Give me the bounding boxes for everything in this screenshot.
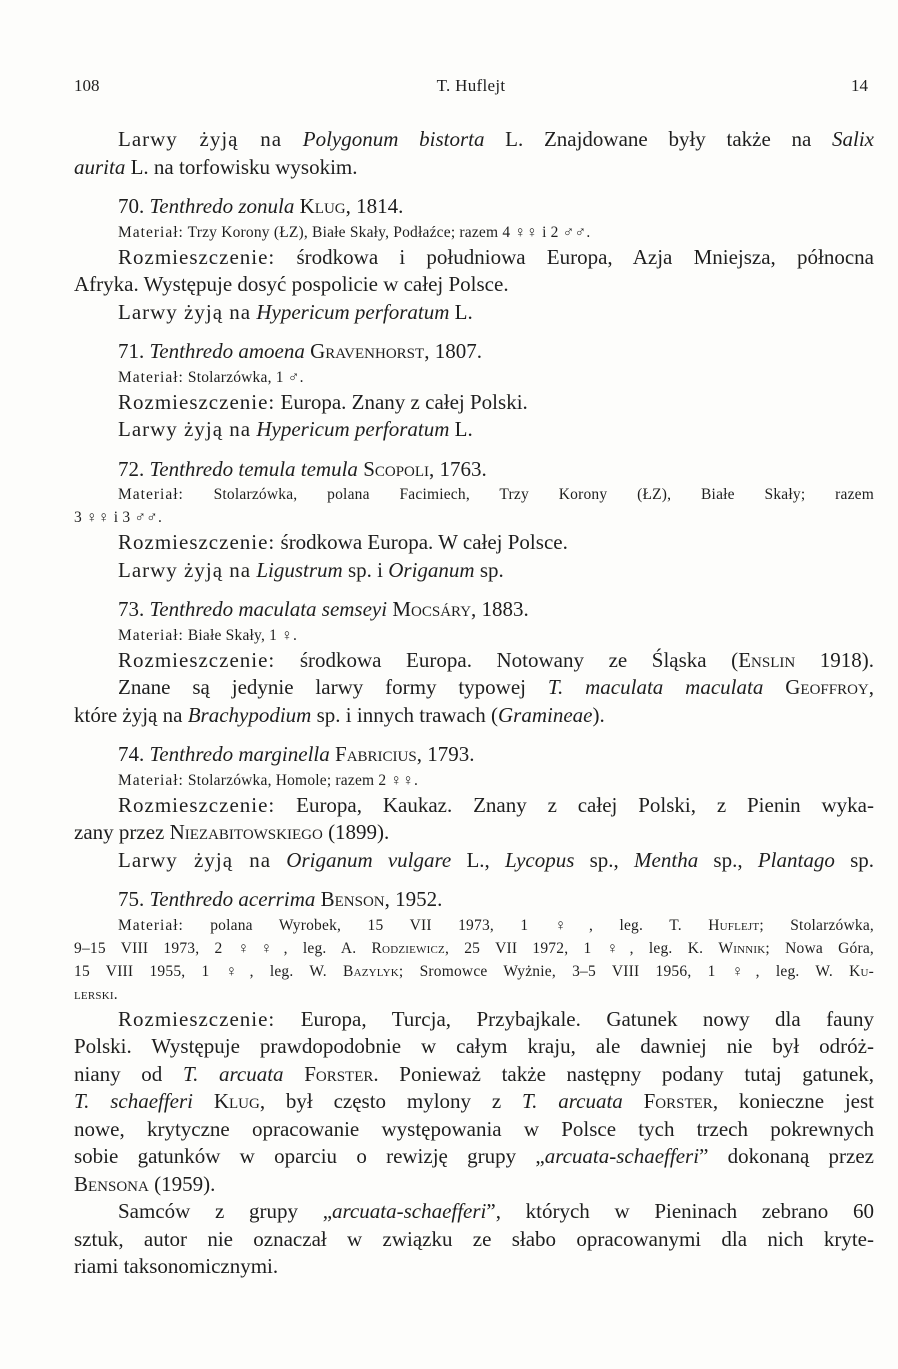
material-line: Materiał: Trzy Korony (ŁZ), Białe Skały, Podłaźce; razem 4 ♀♀ i 2 ♂♂.: [118, 223, 591, 241]
text-line: nowe, krytyczne opracowanie występowania w Polsce tych trzech pokrewnych: [74, 1116, 874, 1141]
material-line: 15 VIII 1955, 1 ♀, leg. W. Bazylyk; Sromowce Wyżnie, 3–5 VIII 1956, 1 ♀, leg. W. Ku-: [74, 962, 874, 980]
text-line: Rozmieszczenie: Europa, Turcja, Przybajkale. Gatunek nowy dla fauny: [118, 1006, 874, 1031]
issue-number: 14: [851, 76, 868, 95]
text-line: Larwy żyją na Polygonum bistorta L. Znajdowane były także na Salix: [118, 127, 875, 151]
text-line: które żyją na Brachypodium sp. i innych trawach (Gramineae).: [74, 702, 605, 727]
text-line: Larwy żyją na Origanum vulgare L., Lycopus sp., Mentha sp., Plantago sp.: [118, 847, 874, 872]
material-line: Materiał: Stolarzówka, polana Facimiech, Trzy Korony (ŁZ), Białe Skały; razem: [118, 486, 874, 503]
running-header: [74, 76, 868, 100]
species-heading: 75. Tenthredo acerrima Benson, 1952.: [118, 887, 443, 911]
material-line: 9–15 VIII 1973, 2 ♀♀, leg. A. Rodziewicz, 25 VII 1972, 1 ♀, leg. K. Winnik; Nowa Góra,: [74, 939, 874, 957]
text-line: sztuk, autor nie oznaczał w związku ze słabo opracowanymi dla nich kryte-: [74, 1226, 874, 1251]
material-line: 3 ♀♀ i 3 ♂♂.: [74, 509, 163, 526]
text-line: Afryka. Występuje dosyć pospolicie w całej Polsce.: [74, 272, 509, 296]
text-line: Rozmieszczenie: środkowa i południowa Europa, Azja Mniejsza, północna: [118, 244, 874, 269]
material-line: Materiał: Stolarzówka, Homole; razem 2 ♀♀.: [118, 771, 419, 789]
material-line: Materiał: Stolarzówka, 1 ♂.: [118, 368, 304, 386]
text-line: Samców z grupy „arcuata-schaefferi”, których w Pieninach zebrano 60: [118, 1199, 874, 1223]
species-heading: 71. Tenthredo amoena Gravenhorst, 1807.: [118, 339, 482, 363]
text-line: zany przez Niezabitowskiego (1899).: [74, 820, 390, 844]
text-line: Rozmieszczenie: Europa. Znany z całej Polski.: [118, 389, 528, 414]
text-line: Znane są jedynie larwy formy typowej T. maculata maculata Geoffroy,: [118, 675, 874, 699]
material-line: Materiał: Białe Skały, 1 ♀.: [118, 626, 298, 644]
text-line: Rozmieszczenie: Europa, Kaukaz. Znany z całej Polski, z Pienin wyka-: [118, 792, 874, 817]
article-body: [74, 126, 874, 1281]
text-line: aurita L. na torfowisku wysokim.: [74, 154, 358, 179]
text-line: Larwy żyją na Hypericum perforatum L.: [118, 299, 473, 324]
text-line: T. schaefferi Klug, był często mylony z T. arcuata Forster, konieczne jest: [74, 1089, 874, 1113]
text-line: Rozmieszczenie: środkowa Europa. W całej Polsce.: [118, 530, 568, 554]
text-line: riami taksonomicznymi.: [74, 1254, 279, 1278]
material-line: Materiał: polana Wyrobek, 15 VII 1973, 1 ♀, leg. T. Huflejt; Stolarzówka,: [118, 916, 874, 934]
species-heading: 70. Tenthredo zonula Klug, 1814.: [118, 194, 404, 218]
running-author: T. Huflejt: [436, 76, 506, 95]
text-line: Rozmieszczenie: środkowa Europa. Notowany ze Śląska (Enslin 1918).: [118, 647, 874, 672]
material-line: lerski.: [74, 985, 118, 1003]
text-line: Polski. Występuje prawdopodobnie w całym kraju, ale dawniej nie był odróż-: [74, 1034, 874, 1058]
text-line: niany od T. arcuata Forster. Ponieważ także następny podany tutaj gatunek,: [74, 1061, 875, 1086]
species-heading: 73. Tenthredo maculata semseyi Mocsáry, 1883.: [118, 597, 529, 621]
species-heading: 74. Tenthredo marginella Fabricius, 1793.: [118, 742, 475, 766]
page-number: 108: [74, 76, 100, 95]
text-line: Bensona (1959).: [74, 1171, 216, 1196]
species-heading: 72. Tenthredo temula temula Scopoli, 1763.: [118, 456, 487, 481]
text-line: sobie gatunków w oparciu o rewizję grupy „arcuata-schaefferi” dokonaną przez: [74, 1144, 874, 1168]
text-line: Larwy żyją na Ligustrum sp. i Origanum sp.: [118, 557, 504, 582]
text-line: Larwy żyją na Hypericum perforatum L.: [118, 417, 473, 441]
